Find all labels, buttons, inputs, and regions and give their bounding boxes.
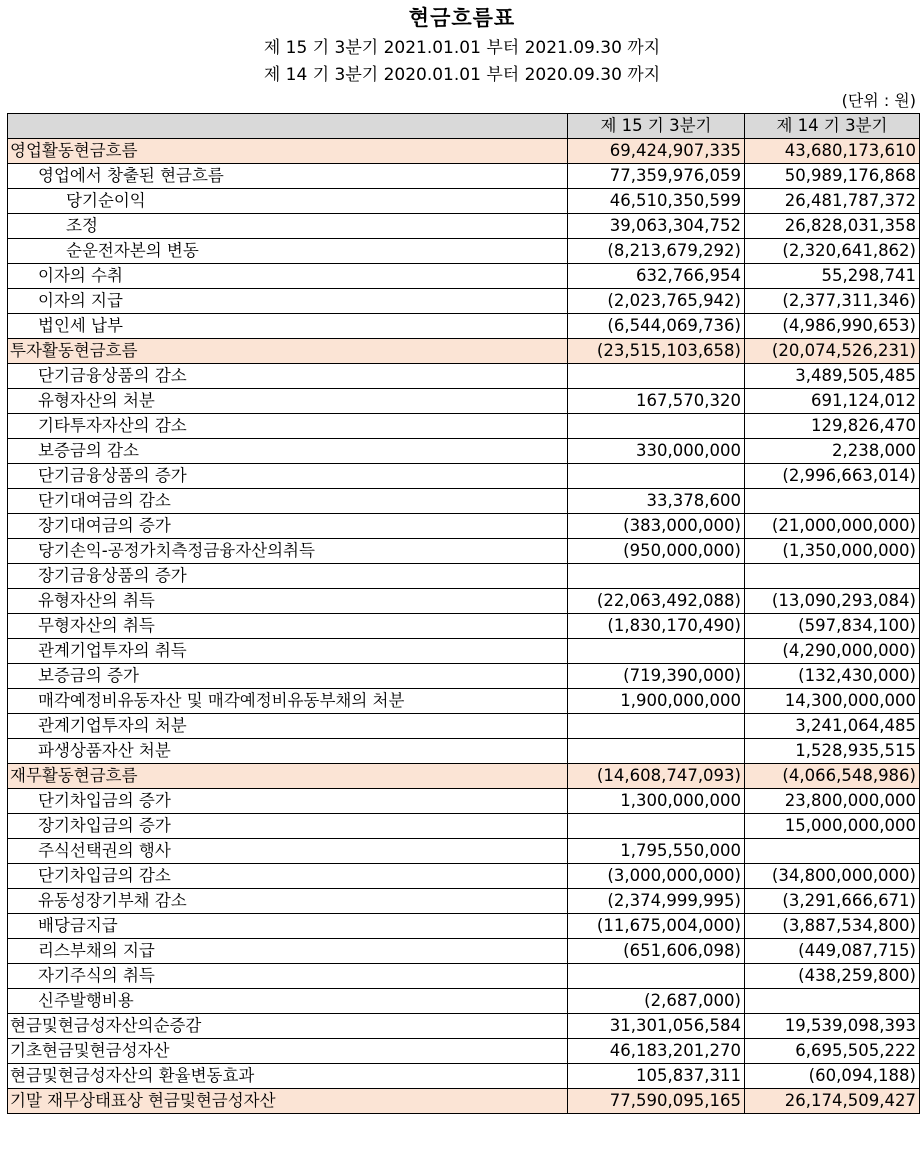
section-row: [8, 1089, 920, 1114]
row-label: 유형자산의 처분: [8, 389, 568, 414]
prior-period-amount: [745, 989, 920, 1014]
prior-period-amount: [745, 839, 920, 864]
prior-period-amount: 43,680,173,610: [745, 139, 920, 164]
prior-period-amount: (13,090,293,084): [745, 589, 920, 614]
prior-period-amount: [745, 564, 920, 589]
current-period-amount: (3,000,000,000): [568, 864, 745, 889]
table-row: [8, 489, 920, 514]
prior-period-amount: (438,259,800): [745, 964, 920, 989]
row-label: 리스부채의 지급: [8, 939, 568, 964]
prior-period-amount: 26,174,509,427: [745, 1089, 920, 1114]
row-label: 순운전자본의 변동: [8, 239, 568, 264]
table-row: [8, 939, 920, 964]
row-label: 기말 재무상태표상 현금및현금성자산: [8, 1089, 568, 1114]
prior-period-amount: 3,241,064,485: [745, 714, 920, 739]
current-period-amount: [568, 564, 745, 589]
current-period-amount: (651,606,098): [568, 939, 745, 964]
prior-period-amount: 1,528,935,515: [745, 739, 920, 764]
current-period-amount: 39,063,304,752: [568, 214, 745, 239]
row-label: 배당금지급: [8, 914, 568, 939]
row-label: 단기차입금의 감소: [8, 864, 568, 889]
prior-period-amount: [745, 489, 920, 514]
prior-period-amount: (132,430,000): [745, 664, 920, 689]
prior-period-amount: 14,300,000,000: [745, 689, 920, 714]
table-row: [8, 864, 920, 889]
prior-period-amount: 26,481,787,372: [745, 189, 920, 214]
prior-period-amount: (1,350,000,000): [745, 539, 920, 564]
current-period-amount: [568, 464, 745, 489]
cash-flow-table: [7, 113, 920, 1114]
prior-period-amount: 55,298,741: [745, 264, 920, 289]
prior-period-amount: 15,000,000,000: [745, 814, 920, 839]
table-row: [8, 589, 920, 614]
table-row: [8, 514, 920, 539]
table-row: [8, 389, 920, 414]
current-period-amount: (719,390,000): [568, 664, 745, 689]
table-row: [8, 1064, 920, 1089]
prior-period-amount: 129,826,470: [745, 414, 920, 439]
unit-label: (단위 : 원): [841, 91, 916, 110]
prior-period-amount: (2,996,663,014): [745, 464, 920, 489]
row-label: 무형자산의 취득: [8, 614, 568, 639]
row-label: 당기순이익: [8, 189, 568, 214]
current-period-amount: 330,000,000: [568, 439, 745, 464]
prior-period-amount: 2,238,000: [745, 439, 920, 464]
row-label: 장기대여금의 증가: [8, 514, 568, 539]
row-label: 관계기업투자의 처분: [8, 714, 568, 739]
prior-period-amount: 6,695,505,222: [745, 1039, 920, 1064]
table-row: [8, 714, 920, 739]
row-label: 매각예정비유동자산 및 매각예정비유동부채의 처분: [8, 689, 568, 714]
prior-period-amount: 691,124,012: [745, 389, 920, 414]
table-row: [8, 314, 920, 339]
prior-period-amount: (4,986,990,653): [745, 314, 920, 339]
table-row: [8, 439, 920, 464]
period-line-current: 제 15 기 3분기 2021.01.01 부터 2021.09.30 까지: [263, 38, 661, 58]
current-period-amount: 105,837,311: [568, 1064, 745, 1089]
row-label: 기초현금및현금성자산: [8, 1039, 568, 1064]
prior-period-amount: (2,377,311,346): [745, 289, 920, 314]
prior-period-amount: 50,989,176,868: [745, 164, 920, 189]
row-label: 관계기업투자의 취득: [8, 639, 568, 664]
table-row: [8, 964, 920, 989]
row-label: 현금및현금성자산의 환율변동효과: [8, 1064, 568, 1089]
current-period-amount: 167,570,320: [568, 389, 745, 414]
section-row: [8, 764, 920, 789]
row-label: 자기주식의 취득: [8, 964, 568, 989]
current-period-amount: (2,687,000): [568, 989, 745, 1014]
prior-period-amount: (4,066,548,986): [745, 764, 920, 789]
prior-period-amount: 23,800,000,000: [745, 789, 920, 814]
table-row: [8, 839, 920, 864]
row-label: 현금및현금성자산의순증감: [8, 1014, 568, 1039]
current-period-amount: [568, 639, 745, 664]
prior-period-amount: 3,489,505,485: [745, 364, 920, 389]
header-prior-period: 제 14 기 3분기: [745, 114, 920, 139]
current-period-amount: 77,590,095,165: [568, 1089, 745, 1114]
prior-period-amount: (597,834,100): [745, 614, 920, 639]
current-period-amount: [568, 364, 745, 389]
row-label: 당기손익-공정가치측정금융자산의취득: [8, 539, 568, 564]
prior-period-amount: (3,887,534,800): [745, 914, 920, 939]
table-row: [8, 614, 920, 639]
row-label: 단기금융상품의 증가: [8, 464, 568, 489]
prior-period-amount: (2,320,641,862): [745, 239, 920, 264]
row-label: 이자의 지급: [8, 289, 568, 314]
table-row: [8, 164, 920, 189]
prior-period-amount: (449,087,715): [745, 939, 920, 964]
current-period-amount: (950,000,000): [568, 539, 745, 564]
row-label: 법인세 납부: [8, 314, 568, 339]
row-label: 장기금융상품의 증가: [8, 564, 568, 589]
table-row: [8, 189, 920, 214]
table-row: [8, 364, 920, 389]
row-label: 파생상품자산 처분: [8, 739, 568, 764]
table-row: [8, 264, 920, 289]
current-period-amount: (8,213,679,292): [568, 239, 745, 264]
current-period-amount: 1,795,550,000: [568, 839, 745, 864]
header-label: [8, 114, 568, 139]
table-row: [8, 214, 920, 239]
current-period-amount: [568, 814, 745, 839]
row-label: 신주발행비용: [8, 989, 568, 1014]
prior-period-amount: (3,291,666,671): [745, 889, 920, 914]
current-period-amount: [568, 714, 745, 739]
current-period-amount: 46,510,350,599: [568, 189, 745, 214]
current-period-amount: 1,900,000,000: [568, 689, 745, 714]
current-period-amount: (1,830,170,490): [568, 614, 745, 639]
row-label: 영업활동현금흐름: [8, 139, 568, 164]
row-label: 이자의 수취: [8, 264, 568, 289]
prior-period-amount: (21,000,000,000): [745, 514, 920, 539]
row-label: 투자활동현금흐름: [8, 339, 568, 364]
table-row: [8, 289, 920, 314]
current-period-amount: (23,515,103,658): [568, 339, 745, 364]
table-row: [8, 1014, 920, 1039]
current-period-amount: 46,183,201,270: [568, 1039, 745, 1064]
row-label: 유동성장기부채 감소: [8, 889, 568, 914]
current-period-amount: (22,063,492,088): [568, 589, 745, 614]
prior-period-amount: (34,800,000,000): [745, 864, 920, 889]
current-period-amount: 31,301,056,584: [568, 1014, 745, 1039]
statement-title: 현금흐름표: [408, 6, 516, 30]
current-period-amount: [568, 414, 745, 439]
row-label: 장기차입금의 증가: [8, 814, 568, 839]
table-row: [8, 914, 920, 939]
table-row: [8, 789, 920, 814]
current-period-amount: 69,424,907,335: [568, 139, 745, 164]
row-label: 단기금융상품의 감소: [8, 364, 568, 389]
prior-period-amount: (20,074,526,231): [745, 339, 920, 364]
table-header-row: [8, 114, 920, 139]
table-row: [8, 814, 920, 839]
table-row: [8, 239, 920, 264]
current-period-amount: 33,378,600: [568, 489, 745, 514]
table-row: [8, 564, 920, 589]
row-label: 단기차입금의 증가: [8, 789, 568, 814]
current-period-amount: [568, 964, 745, 989]
row-label: 재무활동현금흐름: [8, 764, 568, 789]
current-period-amount: (2,374,999,995): [568, 889, 745, 914]
prior-period-amount: (60,094,188): [745, 1064, 920, 1089]
table-row: [8, 989, 920, 1014]
current-period-amount: 77,359,976,059: [568, 164, 745, 189]
period-line-prior: 제 14 기 3분기 2020.01.01 부터 2020.09.30 까지: [263, 65, 661, 85]
row-label: 기타투자자산의 감소: [8, 414, 568, 439]
current-period-amount: 632,766,954: [568, 264, 745, 289]
current-period-amount: (2,023,765,942): [568, 289, 745, 314]
current-period-amount: (6,544,069,736): [568, 314, 745, 339]
row-label: 영업에서 창출된 현금흐름: [8, 164, 568, 189]
table-row: [8, 664, 920, 689]
table-row: [8, 1039, 920, 1064]
table-row: [8, 739, 920, 764]
current-period-amount: 1,300,000,000: [568, 789, 745, 814]
prior-period-amount: (4,290,000,000): [745, 639, 920, 664]
current-period-amount: (383,000,000): [568, 514, 745, 539]
header-current-period: 제 15 기 3분기: [568, 114, 745, 139]
table-row: [8, 414, 920, 439]
row-label: 유형자산의 취득: [8, 589, 568, 614]
row-label: 보증금의 감소: [8, 439, 568, 464]
table-row: [8, 889, 920, 914]
prior-period-amount: 19,539,098,393: [745, 1014, 920, 1039]
prior-period-amount: 26,828,031,358: [745, 214, 920, 239]
row-label: 보증금의 증가: [8, 664, 568, 689]
current-period-amount: (14,608,747,093): [568, 764, 745, 789]
section-row: [8, 139, 920, 164]
row-label: 단기대여금의 감소: [8, 489, 568, 514]
table-row: [8, 689, 920, 714]
row-label: 조정: [8, 214, 568, 239]
table-row: [8, 464, 920, 489]
current-period-amount: [568, 739, 745, 764]
row-label: 주식선택권의 행사: [8, 839, 568, 864]
table-row: [8, 639, 920, 664]
section-row: [8, 339, 920, 364]
table-row: [8, 539, 920, 564]
current-period-amount: (11,675,004,000): [568, 914, 745, 939]
